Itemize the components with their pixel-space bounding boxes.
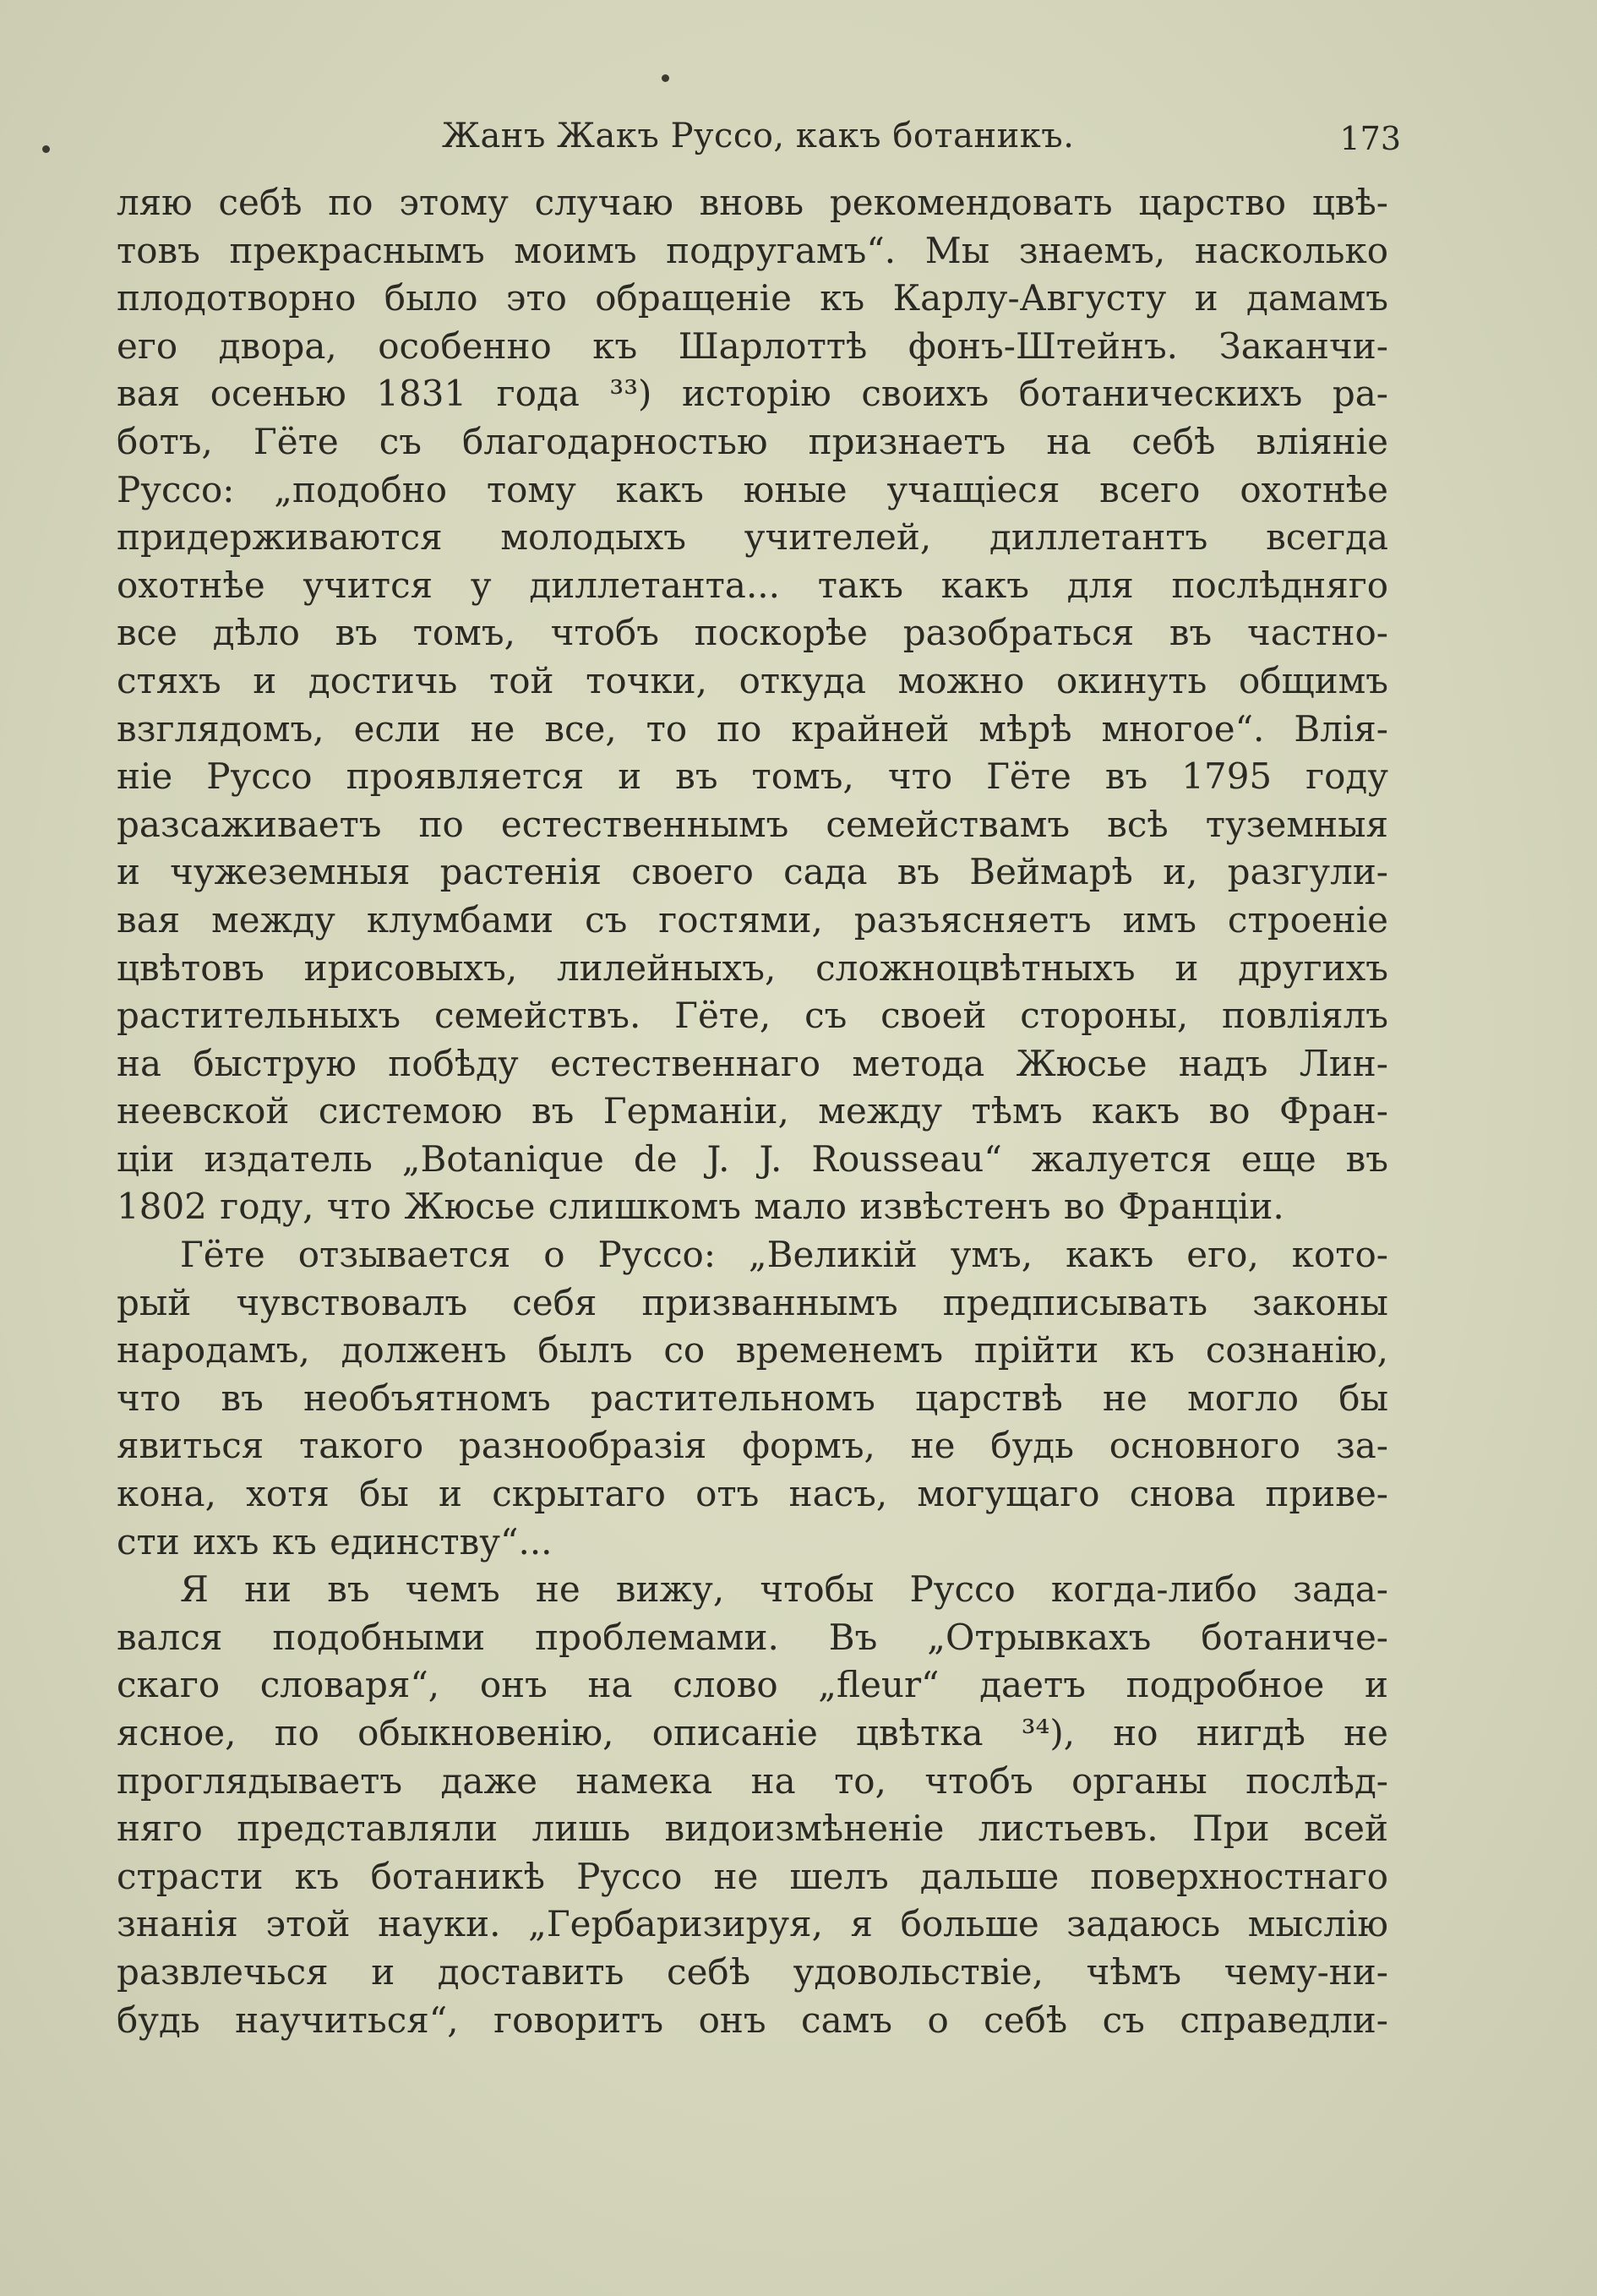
text-line: вая между клумбами съ гостями, разъясняетъ имъ строеніе bbox=[117, 898, 1388, 941]
page-header bbox=[117, 112, 1401, 171]
text-line: проглядываетъ даже намека на то, чтобъ органы послѣд- bbox=[117, 1759, 1388, 1802]
text-line: няго представляли лишь видоизмѣненіе листьевъ. При всей bbox=[117, 1808, 1388, 1850]
print-mark-top bbox=[662, 74, 669, 82]
page-number: 173 bbox=[1339, 120, 1401, 157]
text-line: придерживаются молодыхъ учителей, диллетантъ всегда bbox=[117, 516, 1388, 559]
text-line: взглядомъ, если не все, то по крайней мѣрѣ многое“. Влія- bbox=[117, 707, 1388, 750]
text-line: разсаживаетъ по естественнымъ семействамъ всѣ туземныя bbox=[117, 803, 1388, 845]
text-line: все дѣло въ томъ, чтобъ поскорѣе разобраться въ частно- bbox=[117, 612, 1388, 654]
text-line: товъ прекраснымъ моимъ подругамъ“. Мы знаемъ, насколько bbox=[117, 229, 1388, 271]
text-line: развлечься и доставить себѣ удовольствіе, чѣмъ чему-ни- bbox=[117, 1950, 1388, 1993]
text-line: цвѣтовъ ирисовыхъ, лилейныхъ, сложноцвѣтныхъ и другихъ bbox=[117, 946, 1388, 989]
text-line: страсти къ ботаникѣ Руссо не шелъ дальше поверхностнаго bbox=[117, 1855, 1388, 1897]
text-line: растительныхъ семействъ. Гёте, съ своей стороны, повліялъ bbox=[117, 995, 1388, 1037]
text-line: ціи издатель „Botanique de J. J. Rousseau“ жалуется еще въ bbox=[117, 1137, 1388, 1180]
text-line: Я ни въ чемъ не вижу, чтобы Руссо когда-либо зада- bbox=[180, 1568, 1388, 1611]
text-line: кона, хотя бы и скрытаго отъ насъ, могущаго снова приве- bbox=[117, 1473, 1388, 1515]
body-text bbox=[117, 179, 1388, 2044]
text-line: ніе Руссо проявляется и въ томъ, что Гёте въ 1795 году bbox=[117, 755, 1388, 798]
text-line: ботъ, Гёте съ благодарностью признаетъ на себѣ вліяніе bbox=[117, 420, 1388, 462]
text-line: народамъ, долженъ былъ со временемъ прійти къ сознанію, bbox=[117, 1329, 1388, 1372]
text-line: ясное, по обыкновенію, описаніе цвѣтка ³⁴), но нигдѣ не bbox=[117, 1712, 1388, 1753]
text-line: и чужеземныя растенія своего сада въ Веймарѣ и, разгули- bbox=[117, 851, 1388, 893]
text-line: плодотворно было это обращеніе къ Карлу-Августу и дамамъ bbox=[117, 277, 1388, 319]
text-line: на быструю побѣду естественнаго метода Жюсье надъ Лин- bbox=[117, 1042, 1388, 1084]
print-mark-left bbox=[42, 145, 50, 153]
text-line: явиться такого разнообразія формъ, не будь основного за- bbox=[117, 1425, 1388, 1467]
text-line: неевской системою въ Германіи, между тѣмъ какъ во Фран- bbox=[117, 1090, 1388, 1132]
text-line: сти ихъ къ единству“... bbox=[117, 1520, 553, 1562]
text-line: его двора, особенно къ Шарлоттѣ фонъ-Штейнъ. Заканчи- bbox=[117, 324, 1388, 367]
text-line: скаго словаря“, онъ на слово „fleur“ даетъ подробное и bbox=[117, 1664, 1388, 1706]
text-line: Гёте отзывается о Руссо: „Великій умъ, какъ его, кото- bbox=[180, 1234, 1388, 1276]
text-line: охотнѣе учится у диллетанта... такъ какъ для послѣдняго bbox=[117, 564, 1388, 606]
text-line: вался подобными проблемами. Въ „Отрывкахъ ботаниче- bbox=[117, 1616, 1388, 1658]
text-line: рый чувствовалъ себя призваннымъ предписывать законы bbox=[117, 1281, 1388, 1323]
running-title: Жанъ Жакъ Руссо, какъ ботаникъ. bbox=[442, 117, 1075, 155]
text-line: что въ необъятномъ растительномъ царствѣ не могло бы bbox=[117, 1377, 1388, 1419]
text-line: вая осенью 1831 года ³³) исторію своихъ ботаническихъ ра- bbox=[117, 373, 1388, 415]
text-line: знанія этой науки. „Гербаризируя, я больше задаюсь мыслію bbox=[117, 1903, 1388, 1945]
text-line: ляю себѣ по этому случаю вновь рекомендовать царство цвѣ- bbox=[117, 182, 1388, 223]
text-line: стяхъ и достичь той точки, откуда можно окинуть общимъ bbox=[117, 659, 1388, 701]
text-line: будь научиться“, говоритъ онъ самъ о себѣ съ справедли- bbox=[117, 1999, 1388, 2041]
text-line: Руссо: „подобно тому какъ юные учащіеся всего охотнѣе bbox=[117, 468, 1388, 510]
text-line: 1802 году, что Жюсье слишкомъ мало извѣстенъ во Франціи. bbox=[117, 1186, 1284, 1228]
